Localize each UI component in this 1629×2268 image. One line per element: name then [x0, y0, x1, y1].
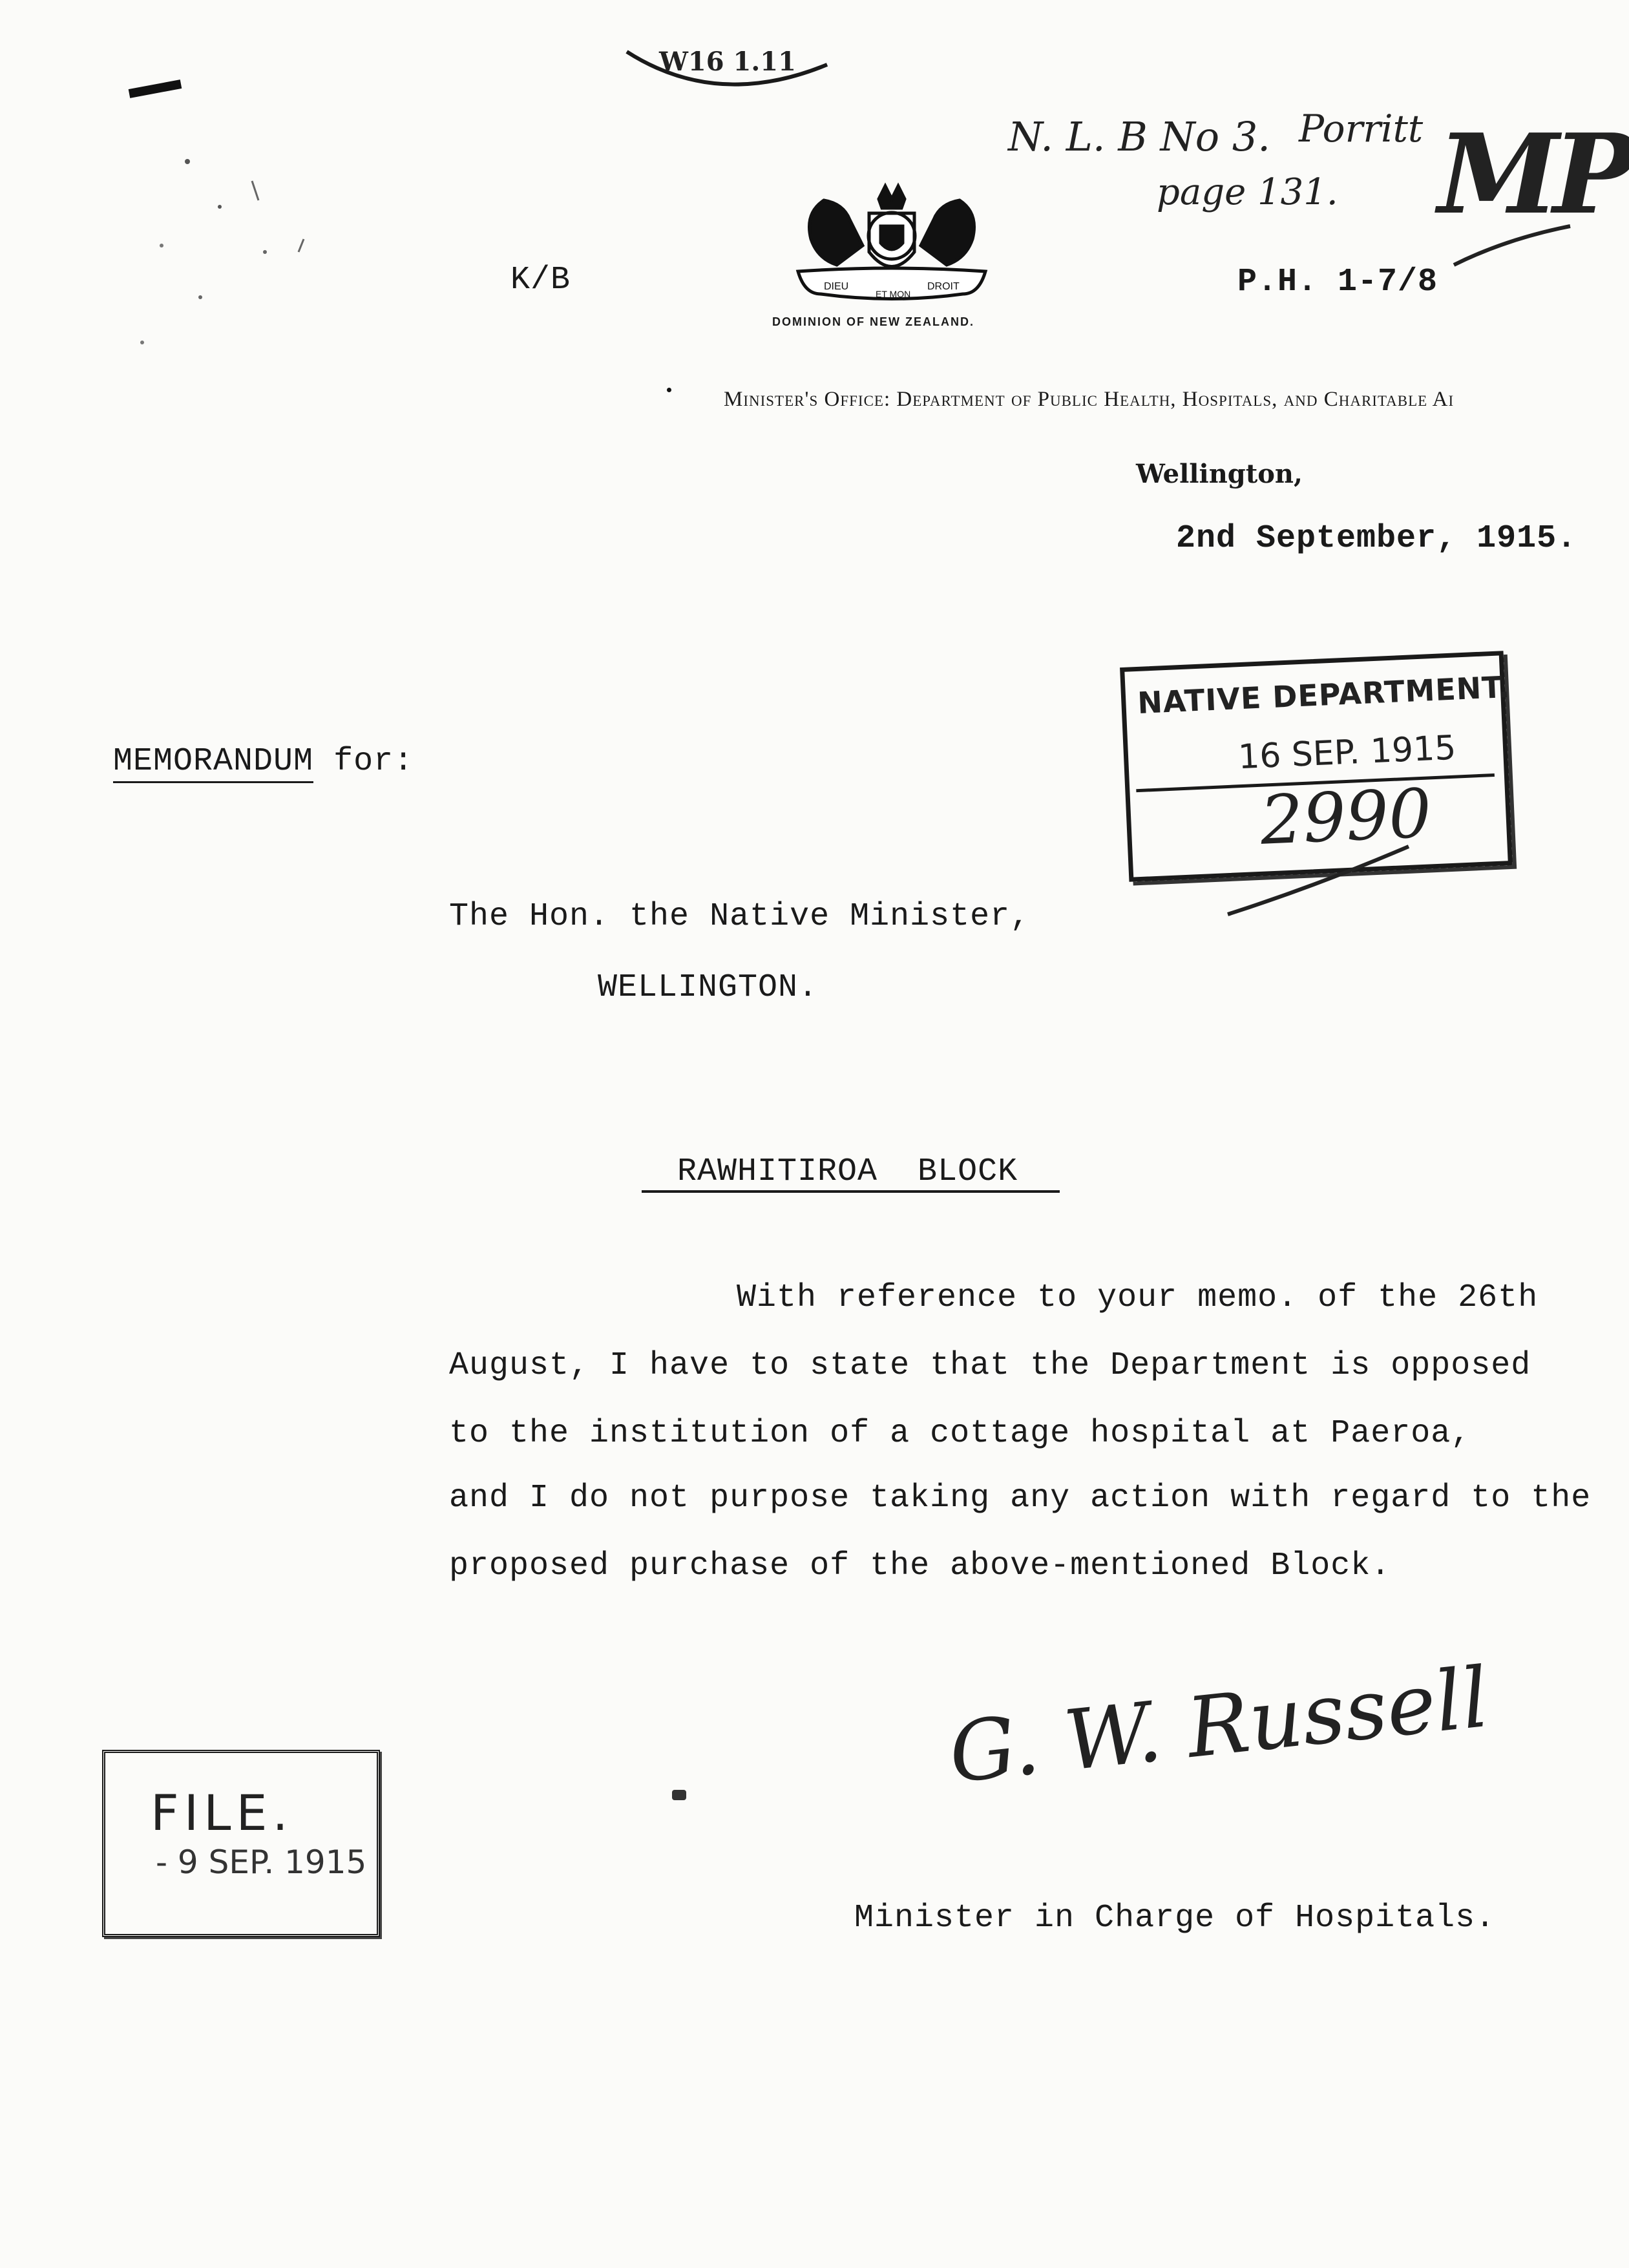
ref-left: K/B	[510, 262, 571, 299]
ink-mark	[672, 1790, 686, 1800]
ref-right: P.H. 1-7/8	[1237, 264, 1438, 300]
memorandum-for: for:	[313, 743, 414, 780]
crest-motto-right: DROIT	[927, 281, 960, 292]
body-line-3: to the institution of a cottage hospital at Paeroa,	[449, 1415, 1471, 1452]
handwritten-ref-line3: page 131.	[1157, 171, 1338, 213]
addressee-line2: WELLINGTON.	[598, 969, 819, 1006]
royal-crest-icon	[785, 174, 998, 310]
top-fragment: W16 1.11	[659, 47, 796, 77]
native-stamp-flourish	[1221, 834, 1415, 924]
file-stamp-label: FILE.	[151, 1784, 293, 1842]
handwritten-initials: MP	[1438, 110, 1629, 239]
body-line-4: and I do not purpose taking any action with regard to the	[449, 1480, 1592, 1517]
body-line-5: proposed purchase of the above-mentioned Block.	[449, 1548, 1391, 1584]
body-line-1: With reference to your memo. of the 26th	[737, 1279, 1539, 1316]
office-line: Minister's Office: Department of Public Health, Hospitals, and Charitable Ai	[724, 388, 1455, 411]
file-stamp	[102, 1750, 380, 1937]
file-stamp-date: - 9 SEP. 1915	[156, 1843, 367, 1881]
crest-motto-left: DIEU	[824, 281, 849, 292]
memorandum-label: MEMORANDUM	[113, 743, 313, 783]
subject: RAWHITIROA BLOCK	[677, 1153, 1018, 1190]
top-fragment-arc	[620, 39, 834, 110]
margin-specks	[123, 84, 330, 381]
signatory-title: Minister in Charge of Hospitals.	[854, 1900, 1496, 1937]
office-dot	[667, 388, 671, 392]
signature: G. W. Russell	[945, 1649, 1493, 1802]
initials-flourish	[1447, 220, 1577, 271]
native-stamp-date: 16 SEP. 1915	[1237, 728, 1457, 777]
crest-caption: DOMINION OF NEW ZEALAND.	[772, 315, 974, 328]
subject-underline	[642, 1190, 1060, 1193]
crest-motto-center: ET MON	[876, 289, 911, 299]
addressee-line1: The Hon. the Native Minister,	[449, 898, 1031, 935]
place: Wellington,	[1136, 459, 1303, 489]
handwritten-ref-line1: N. L. B No 3.	[1008, 113, 1270, 160]
letter-date: 2nd September, 1915.	[1176, 520, 1577, 557]
memorandum-heading	[113, 743, 414, 780]
native-stamp-title: NATIVE DEPARTMENT.	[1137, 669, 1511, 720]
body-line-2: August, I have to state that the Department is opposed	[449, 1347, 1531, 1384]
handwritten-ref-line2: Porritt	[1299, 107, 1424, 151]
native-stamp-number: 2990	[1258, 773, 1433, 860]
